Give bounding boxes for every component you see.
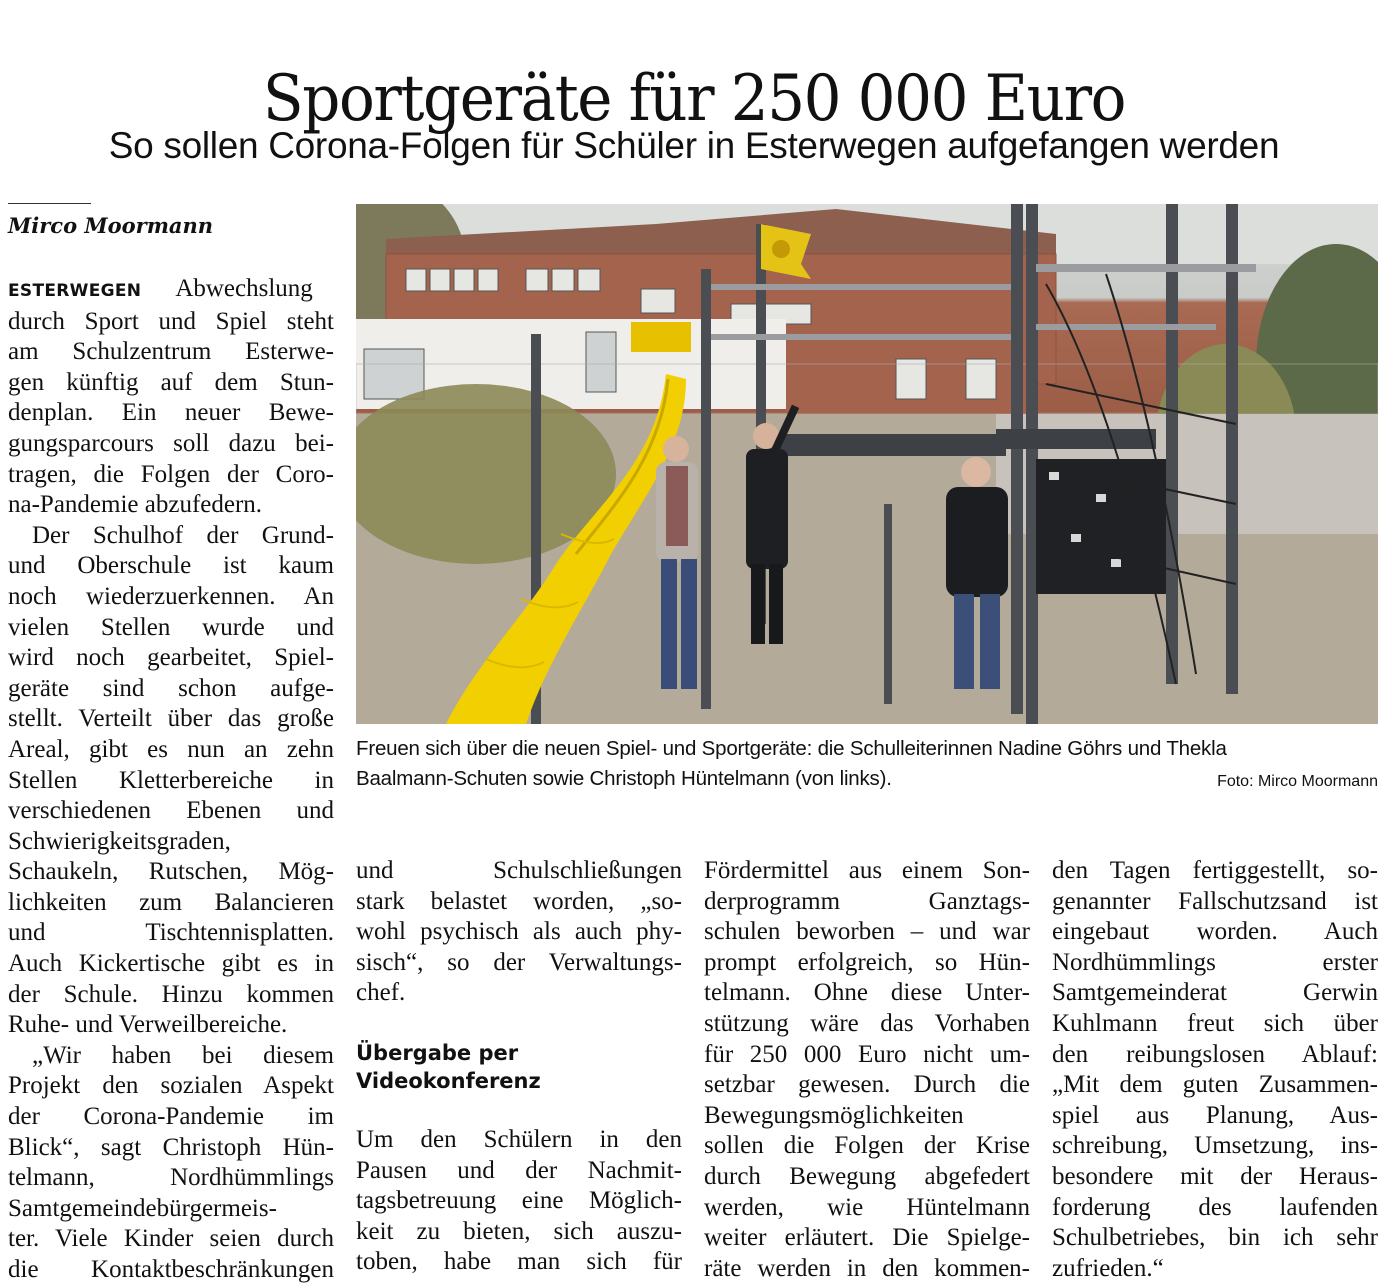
subheading-line: Videokonferenz — [356, 1068, 541, 1093]
text-span: Abwechslung — [175, 275, 313, 302]
caption-line: Freuen sich über die neuen Spiel- und Sportgeräte: die Schulleiterinnen Nadine Göhrs und Thekla — [356, 737, 1227, 760]
photo-credit: Foto: Mirco Moormann — [1217, 773, 1378, 790]
text-line: Projekt den sozialen Aspekt — [8, 1072, 334, 1100]
dateline: ESTERWEGEN — [8, 281, 142, 301]
text-line: Pausen und der Nachmit- — [356, 1156, 682, 1184]
text-line: und Oberschule ist kaum — [8, 552, 334, 580]
text-line: forderung des laufenden — [1052, 1193, 1378, 1221]
subheadline: So sollen Corona-Folgen für Schüler in Esterwegen aufgefangen werden — [108, 125, 1280, 166]
text-line: wird noch gearbeitet, Spiel- — [8, 644, 334, 672]
article-column-1 — [8, 274, 334, 1286]
text-line: noch wiederzuerkennen. An — [8, 582, 334, 610]
caption-line: Baalmann-Schuten sowie Christoph Hüntelmann (von links). — [356, 767, 892, 790]
text-line: Um den Schülern in den — [356, 1125, 682, 1153]
text-line: Blick“, sagt Christoph Hün- — [8, 1133, 334, 1161]
text-line: chef. — [356, 979, 406, 1007]
text-line: sollen die Folgen der Krise — [704, 1132, 1030, 1160]
text-line: Samtgemeinderat Gerwin — [1052, 979, 1378, 1007]
text-line: stützung wäre das Vorhaben — [704, 1009, 1030, 1037]
section-subheading — [356, 1039, 682, 1095]
text-line: Auch Kickertische gibt es in — [8, 950, 334, 978]
author-byline: Mirco Moormann — [8, 213, 214, 238]
text-line: telmann. Ohne diese Unter- — [704, 979, 1030, 1007]
text-line: „Wir haben bei diesem — [32, 1041, 334, 1069]
text-line: gungsparcours soll dazu bei- — [8, 429, 334, 457]
playground-photo-illustration — [356, 204, 1378, 724]
text-line: genannter Fallschutzsand ist — [1052, 887, 1378, 915]
text-line: setzbar gewesen. Durch die — [704, 1071, 1030, 1099]
text-line: Ruhe- und Verweilbereiche. — [8, 1011, 288, 1039]
text-line: Areal, gibt es nun an zehn — [8, 735, 334, 763]
text-line: werden, wie Hüntelmann — [704, 1193, 1030, 1221]
text-line: den reibungslosen Ablauf: — [1052, 1040, 1378, 1068]
text-line: und Tischtennisplatten. — [8, 919, 334, 947]
text-line: Bewegungsmöglichkeiten — [704, 1101, 964, 1129]
article-column-2 — [356, 856, 682, 1278]
text-line: wohl psychisch als auch phy- — [356, 918, 682, 946]
text-line: denplan. Ein neuer Bewe- — [8, 399, 334, 427]
text-line: am Schulzentrum Esterwe- — [8, 338, 334, 366]
text-line: für 250 000 Euro nicht um- — [704, 1040, 1030, 1068]
text-line: Kuhlmann freut sich über — [1052, 1009, 1378, 1037]
text-line: Schwierigkeitsgraden, — [8, 827, 231, 855]
text-line: die Kontaktbeschränkungen — [8, 1256, 334, 1283]
text-line: tagsbetreuung eine Möglich- — [356, 1187, 682, 1215]
text-line: und Schulschließungen — [356, 857, 682, 884]
text-line: geräte sind schon aufge- — [8, 674, 334, 702]
text-line: telmann, Nordhümmlings — [8, 1164, 334, 1192]
text-line: der Corona-Pandemie im — [8, 1103, 334, 1131]
text-line: stark belastet worden, „so- — [356, 887, 682, 915]
text-line: stellt. Verteilt über das große — [8, 705, 334, 733]
text-line: spiel aus Planung, Aus- — [1052, 1101, 1378, 1129]
text-line: Samtgemeindebürgermeis- — [8, 1194, 277, 1222]
text-line: zufrieden.“ — [1052, 1254, 1164, 1282]
text-line: Der Schulhof der Grund- — [32, 521, 334, 549]
text-line — [8, 274, 334, 307]
text-line: weiter erläutert. Die Spielge- — [704, 1224, 1030, 1252]
text-line: tragen, die Folgen der Coro- — [8, 460, 334, 488]
text-line: prompt erfolgreich, so Hün- — [704, 948, 1030, 976]
text-line: durch Bewegung abgefedert — [704, 1162, 1030, 1190]
article-column-3 — [704, 856, 1030, 1284]
article-photo — [356, 204, 1378, 724]
text-line: durch Sport und Spiel steht — [8, 307, 334, 335]
text-line: Schaukeln, Rutschen, Mög- — [8, 858, 334, 886]
text-line: schulen beworben – und war — [704, 918, 1030, 946]
text-line: räte werden in den kommen- — [704, 1254, 1030, 1282]
text-line: Nordhümmlings erster — [1052, 948, 1378, 976]
text-line: verschiedenen Ebenen und — [8, 797, 334, 825]
text-line: Fördermittel aus einem Son- — [704, 857, 1030, 884]
text-line: na-Pandemie abzufedern. — [8, 491, 263, 519]
text-line: der Schule. Hinzu kommen — [8, 980, 334, 1008]
text-line: den Tagen fertiggestellt, so- — [1052, 857, 1378, 884]
text-line: Schulbetriebes, bin ich sehr — [1052, 1224, 1378, 1252]
text-line: schreibung, Umsetzung, ins- — [1052, 1132, 1378, 1160]
subheading-line: Übergabe per — [356, 1040, 519, 1065]
text-line: Stellen Kletterbereiche in — [8, 766, 334, 794]
text-line: eingebaut worden. Auch — [1052, 918, 1378, 946]
article-column-4 — [1052, 856, 1378, 1284]
headline: Sportgeräte für 250 000 Euro — [262, 61, 1126, 136]
text-line: „Mit dem guten Zusammen- — [1052, 1071, 1378, 1099]
text-line: besondere mit der Heraus- — [1052, 1162, 1378, 1190]
text-line: gen künftig auf dem Stun- — [8, 368, 334, 396]
text-line: keit zu bieten, sich auszu- — [356, 1217, 682, 1245]
byline-rule — [8, 203, 91, 204]
text-line: vielen Stellen wurde und — [8, 613, 334, 641]
text-line: sisch“, so der Verwaltungs- — [356, 948, 682, 976]
text-line: toben, habe man sich für — [356, 1248, 682, 1276]
text-line: lichkeiten zum Balancieren — [8, 888, 334, 916]
text-line: ter. Viele Kinder seien durch — [8, 1225, 334, 1253]
text-line: derprogramm Ganztags- — [704, 887, 1030, 915]
